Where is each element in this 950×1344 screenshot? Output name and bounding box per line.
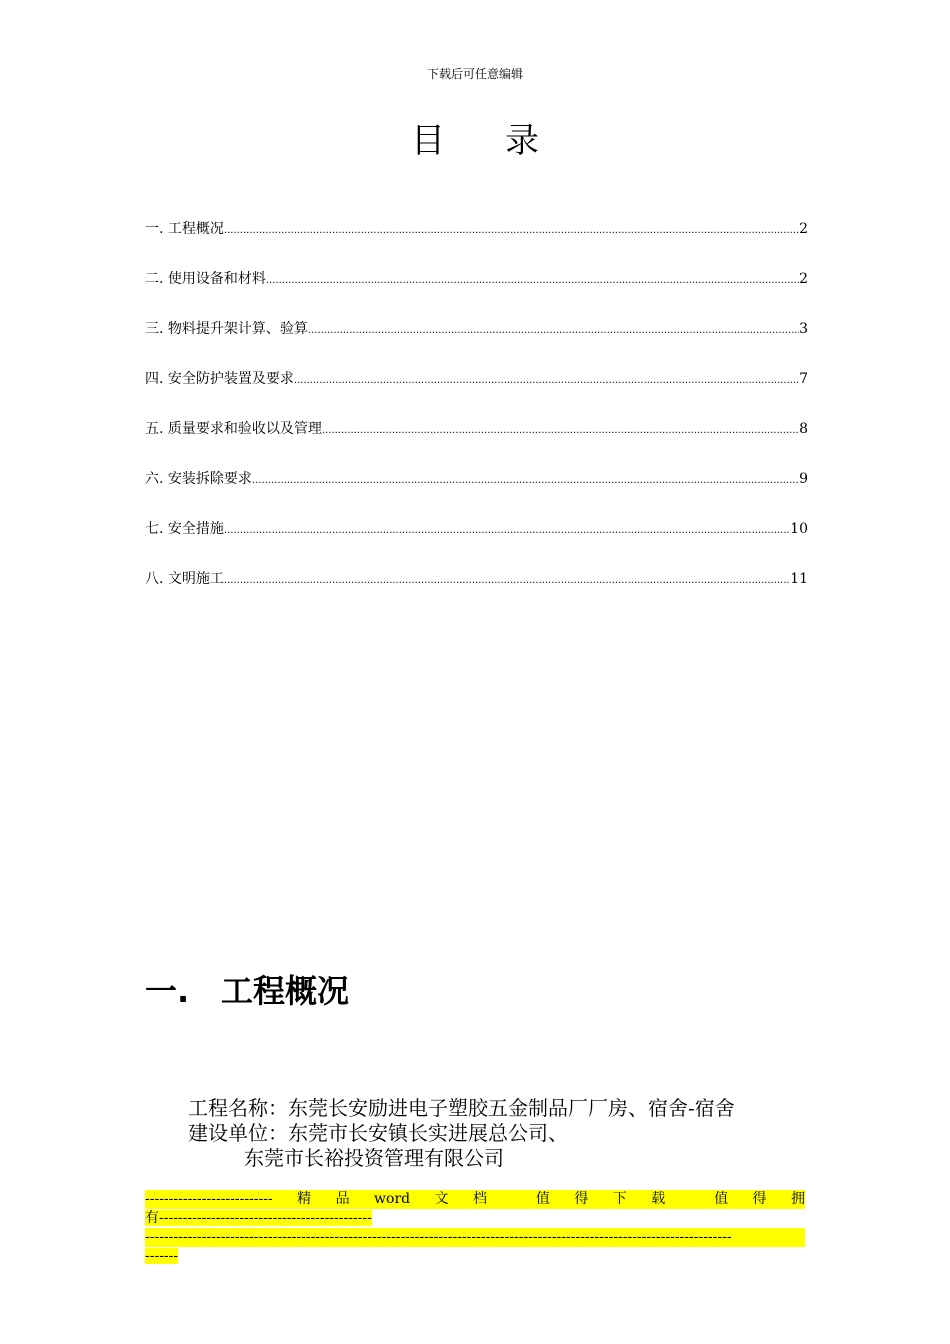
table-of-contents <box>145 219 808 619</box>
footer-banner <box>145 1190 805 1266</box>
toc-entry[interactable] <box>145 469 808 519</box>
footer-word: 文 <box>434 1191 449 1207</box>
toc-entry-page: 8 <box>799 421 808 437</box>
section-title: 工程概况 <box>221 972 350 1010</box>
footer-word: 档 <box>473 1191 487 1207</box>
toc-entry-label: 四. 安全防护装置及要求 <box>145 371 294 387</box>
footer-line <box>145 1247 805 1266</box>
footer-dashes: --------------------------- <box>145 1191 273 1207</box>
toc-leader-dots <box>294 371 799 391</box>
toc-entry[interactable] <box>145 519 808 569</box>
toc-title <box>0 118 950 164</box>
footer-line <box>145 1190 805 1209</box>
toc-entry[interactable] <box>145 419 808 469</box>
toc-leader-dots <box>322 421 799 441</box>
footer-word: 得 <box>574 1191 589 1207</box>
toc-entry-page: 2 <box>799 221 808 237</box>
toc-entry-page: 11 <box>790 571 808 587</box>
toc-entry-page: 9 <box>799 471 808 487</box>
toc-title-char-1: 目 <box>411 121 445 161</box>
section-number: 一. <box>145 972 190 1010</box>
toc-entry-label: 六. 安装拆除要求 <box>145 471 252 487</box>
footer-text: 有--------------------------------------------- <box>145 1210 372 1226</box>
toc-entry-label: 七. 安全措施 <box>145 521 224 537</box>
toc-leader-dots <box>224 221 799 241</box>
toc-entry-page: 2 <box>799 271 808 287</box>
footer-word: word <box>374 1191 411 1207</box>
footer-line: ---------------------------------------------------------------------------------------------------------------------------- <box>145 1228 805 1247</box>
toc-entry[interactable] <box>145 569 808 619</box>
footer-word: 值 <box>535 1191 550 1207</box>
toc-entry[interactable] <box>145 219 808 269</box>
toc-leader-dots <box>224 521 790 541</box>
footer-word: 载 <box>651 1191 666 1207</box>
project-info <box>188 1096 735 1171</box>
toc-leader-dots <box>224 571 790 591</box>
toc-entry[interactable] <box>145 269 808 319</box>
builder-line-continued: 东莞市长裕投资管理有限公司 <box>244 1146 504 1170</box>
footer-word: 得 <box>752 1191 767 1207</box>
toc-entry-label: 五. 质量要求和验收以及管理 <box>145 421 322 437</box>
project-name-line: 工程名称：东莞长安励进电子塑胶五金制品厂厂房、宿舍-宿舍 <box>188 1096 735 1120</box>
footer-word: 下 <box>612 1191 627 1207</box>
toc-entry-label: 三. 物料提升架计算、验算 <box>145 321 308 337</box>
toc-entry-page: 7 <box>799 371 808 387</box>
toc-entry[interactable] <box>145 369 808 419</box>
footer-text: ------- <box>145 1248 179 1264</box>
toc-leader-dots <box>266 271 799 291</box>
toc-entry-label: 一. 工程概况 <box>145 221 224 237</box>
toc-entry-page: 10 <box>790 521 808 537</box>
toc-title-char-2: 录 <box>505 121 539 161</box>
footer-line <box>145 1209 805 1228</box>
toc-entry[interactable] <box>145 319 808 369</box>
footer-word: 品 <box>335 1191 350 1207</box>
toc-entry-page: 3 <box>799 321 808 337</box>
footer-word: 值 <box>714 1191 729 1207</box>
toc-entry-label: 八. 文明施工 <box>145 571 224 587</box>
page-header: 下载后可任意编辑 <box>426 67 523 81</box>
toc-leader-dots <box>308 321 799 341</box>
toc-leader-dots <box>252 471 799 491</box>
builder-line: 建设单位：东莞市长安镇长实进展总公司、 <box>188 1121 568 1145</box>
section-heading <box>145 966 349 1016</box>
toc-entry-label: 二. 使用设备和材料 <box>145 271 266 287</box>
footer-word: 精 <box>297 1191 312 1207</box>
footer-word: 拥 <box>790 1191 805 1207</box>
